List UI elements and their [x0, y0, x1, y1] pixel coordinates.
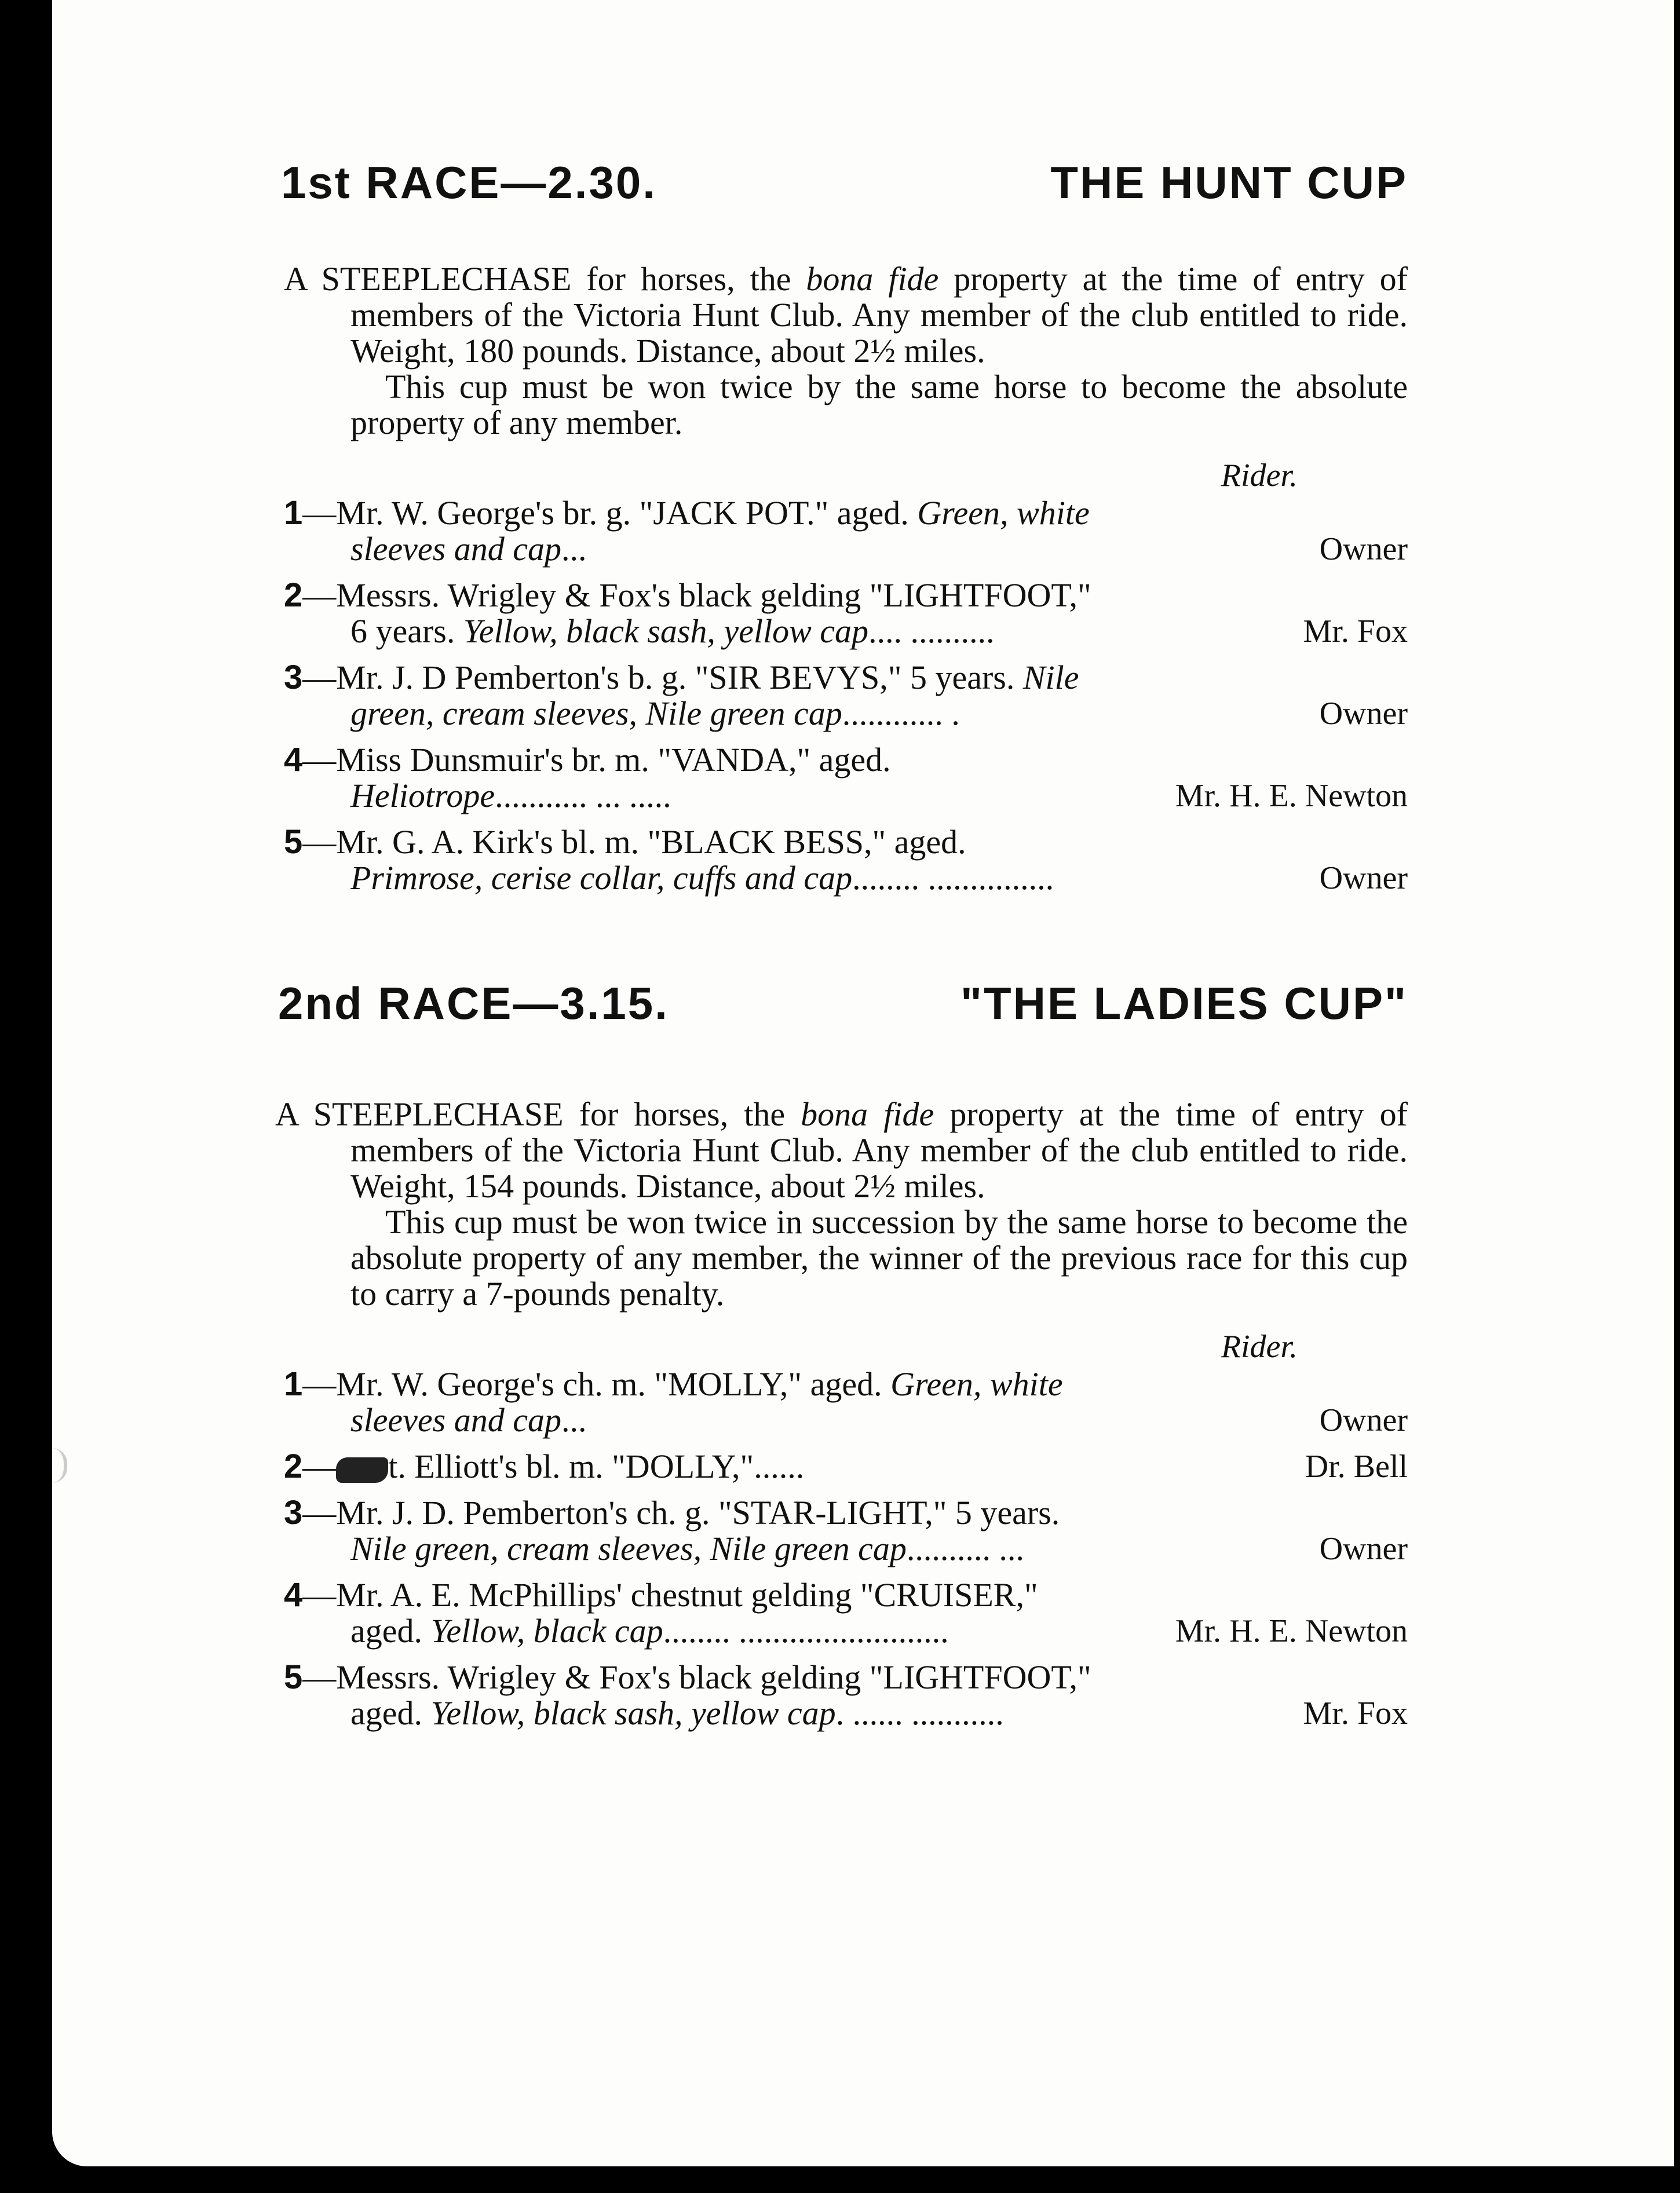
entry-text [226, 495, 1095, 567]
entry-text [226, 824, 1095, 896]
entry-number: 5 [284, 1658, 303, 1696]
entry-rider: Mr. H. E. Newton [1175, 778, 1408, 814]
race2-para1 [226, 1096, 1408, 1204]
entry-description: —Mr. W. George's ch. m. "MOLLY," aged. [302, 1365, 891, 1403]
entry-rider: Dr. Bell [1305, 1449, 1408, 1485]
list-item [226, 742, 1408, 814]
entry-leader-dots: ... [561, 530, 587, 568]
entry-rider: Owner [1319, 531, 1408, 567]
entry-colours: Green, white sleeves and cap [350, 494, 1090, 568]
list-item [226, 1577, 1408, 1649]
race1-heading-left: 1st RACE—2.30. [281, 157, 657, 208]
entry-rider: Mr. Fox [1303, 1695, 1408, 1731]
list-item [226, 1449, 1408, 1485]
entry-leader-dots: ... [561, 1401, 587, 1439]
race2-description [226, 1096, 1408, 1312]
entry-number: 3 [284, 1494, 303, 1532]
entry-description: —Mr. G. A. Kirk's bl. m. "BLACK BESS," aged. [302, 823, 966, 861]
entry-number: 2 [284, 1448, 303, 1485]
entry-text: 2— t. Elliott's bl. m. "DOLLY,"...... [284, 1448, 805, 1485]
list-item [226, 660, 1408, 732]
entry-colours: Yellow, black cap [430, 1612, 663, 1650]
entry-colours: Primrose, cerise collar, cuffs and cap [350, 859, 853, 897]
race1-heading-right: THE HUNT CUP [1050, 157, 1408, 208]
entry-leader-dots: ............ . [842, 695, 960, 732]
list-item [226, 578, 1408, 649]
ink-smudge [336, 1457, 388, 1483]
entry-leader-dots: ........ ......................... [663, 1612, 949, 1650]
entry-rider: Mr. H. E. Newton [1175, 1613, 1408, 1649]
list-item [226, 495, 1408, 567]
entry-number: 4 [284, 1576, 303, 1614]
race1-para2: This cup must be won twice by the same horse to become the absolute property of any member. [350, 368, 1408, 441]
entry-colours: Green, white sleeves and cap [350, 1365, 1063, 1439]
entry-number: 3 [284, 659, 303, 696]
entry-number: 2 [284, 576, 303, 614]
entry-text [226, 742, 1095, 814]
entry-text [226, 1366, 1095, 1438]
entry-description: —Mr. W. George's br. g. "JACK POT." aged. [302, 494, 918, 532]
entry-colours: Yellow, black sash, yellow cap [463, 612, 869, 650]
race1-entries [226, 495, 1408, 896]
race1-para1-italic: bona fide [806, 260, 939, 298]
race2-para1-italic: bona fide [801, 1095, 934, 1133]
entry-text [226, 578, 1095, 649]
entry-text [226, 1660, 1095, 1731]
edge-mark [52, 1448, 67, 1483]
entry-text [226, 1495, 1095, 1567]
race1-rider-heading: Rider. [1221, 458, 1298, 494]
entry-rider: Owner [1319, 860, 1408, 896]
list-item [226, 1660, 1408, 1731]
document-page [52, 0, 1674, 2166]
entry-number: 1 [284, 494, 303, 532]
entry-description: —Mr. J. D. Pemberton's ch. g. "STAR-LIGHT," 5 years. [302, 1494, 1060, 1532]
entry-rider: Owner [1319, 1531, 1408, 1567]
entry-number: 5 [284, 823, 303, 861]
entry-leader-dots: . ...... ........... [835, 1694, 1004, 1732]
entry-description: t. Elliott's bl. m. "DOLLY,"...... [388, 1448, 805, 1485]
race2-para2: This cup must be won twice in succession by the same horse to become the absolute property of any member, the winner of the previous race for this cup to carry a 7-pounds penalty. [350, 1203, 1408, 1313]
entry-description: —Mr. A. E. McPhillips' chestnut gelding "CRUISER," aged. [302, 1576, 1038, 1650]
list-item [226, 1495, 1408, 1567]
entry-text [226, 1577, 1095, 1649]
race1-heading [281, 156, 1408, 209]
entry-description: —Mr. J. D Pemberton's b. g. "SIR BEVYS," 5 years. [302, 659, 1023, 696]
race1-para1-pre: A STEEPLECHASE for horses, the [284, 260, 806, 298]
entry-rider: Owner [1319, 1402, 1408, 1438]
list-item [226, 1366, 1408, 1438]
entry-number: 4 [284, 741, 303, 778]
entry-rider: Mr. Fox [1303, 613, 1408, 649]
race2-heading [278, 977, 1408, 1030]
race2-para1-pre: A STEEPLECHASE for horses, the [275, 1095, 801, 1133]
race2-para1-post: property at the time of entry of members of the Victoria Hunt Club. Any member of the club entitled to ride. Weight, 154 pounds. Distance, about 2½ miles. [350, 1095, 1408, 1205]
entry-leader-dots: ........... ... ..... [495, 777, 671, 814]
entry-colours: Heliotrope [350, 777, 495, 814]
entry-leader-dots: .... .......... [868, 612, 995, 650]
race2-heading-right: "THE LADIES CUP" [960, 978, 1408, 1029]
entry-leader-dots: .......... ... [906, 1530, 1024, 1567]
race2-entries [226, 1366, 1408, 1731]
list-item [226, 824, 1408, 896]
page-content [226, 156, 1408, 1731]
entry-leader-dots: ........ ............... [852, 859, 1054, 897]
race1-para1 [226, 261, 1408, 369]
entry-colours: Nile green, cream sleeves, Nile green cap [350, 659, 1079, 732]
entry-description: —Miss Dunsmuir's br. m. "VANDA," aged. [302, 741, 891, 778]
entry-text [226, 660, 1095, 732]
race1-description [226, 261, 1408, 441]
entry-rider: Owner [1319, 696, 1408, 732]
entry-colours: Nile green, cream sleeves, Nile green cap [350, 1530, 907, 1567]
entry-colours: Yellow, black sash, yellow cap [430, 1694, 836, 1732]
entry-description: —Messrs. Wrigley & Fox's black gelding "LIGHTFOOT," aged. [302, 1658, 1091, 1732]
race2-heading-left: 2nd RACE—3.15. [278, 978, 669, 1029]
entry-number: 1 [284, 1365, 303, 1403]
entry-description: —Messrs. Wrigley & Fox's black gelding "LIGHTFOOT," 6 years. [302, 576, 1091, 650]
race2-rider-heading: Rider. [1221, 1329, 1298, 1365]
race1-para1-post: property at the time of entry of members of the Victoria Hunt Club. Any member of the club entitled to ride. Weight, 180 pounds. Distance, about 2½ miles. [350, 260, 1408, 370]
